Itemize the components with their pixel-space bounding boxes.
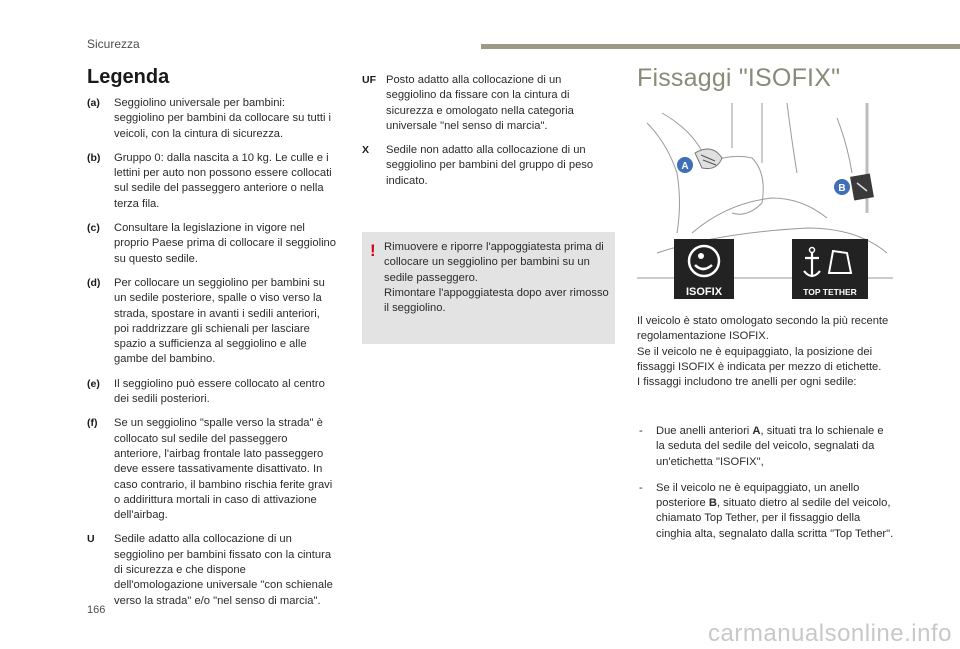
legend-item: [362, 143, 602, 189]
exclamation-icon: !: [370, 241, 376, 260]
legend-item: [87, 377, 337, 408]
legend-text: Sedile non adatto alla collocazione di un seggiolino per bambini del gruppo di peso indicato.: [386, 144, 594, 187]
legend-text: Posto adatto alla collocazione di un seggiolino da fissare con la cintura di sicurezza e omologato nella categoria universale "nel senso di marcia".: [386, 74, 574, 132]
legend-code: (b): [87, 151, 101, 164]
legend-text: Il seggiolino può essere collocato al centro dei sedili posteriori.: [114, 377, 325, 406]
legend-item: [87, 532, 337, 608]
header-accent-bar: [481, 44, 960, 49]
legend-code: U: [87, 533, 95, 546]
warning-line-2: Rimontare l'appoggiatesta dopo aver rimosso il seggiolino.: [384, 286, 609, 315]
bullet-text: Due anelli anteriori: [656, 425, 753, 437]
marker-b-label: B: [838, 183, 846, 194]
legend-item: [87, 416, 337, 523]
anchor-bullet-list: [637, 424, 895, 553]
legend-middle-column: [362, 73, 602, 198]
marker-a: [677, 157, 693, 173]
bullet-item: [637, 481, 895, 542]
isofix-description: [637, 314, 895, 390]
legend-item: [87, 276, 337, 368]
warning-text: [384, 240, 609, 316]
legend-text: Seggiolino universale per bambini: seggiolino per bambini da collocare su tutti i veicoli, con la cintura di sicurezza.: [114, 97, 332, 140]
section-label: Sicurezza: [87, 37, 140, 51]
watermark: carmanualsonline.info: [708, 620, 952, 647]
legend-code: (c): [87, 222, 100, 235]
marker-a-label: A: [681, 161, 689, 172]
legend-item: [87, 221, 337, 267]
legend-text: Gruppo 0: dalla nascita a 10 kg. Le culle e i lettini per auto non possono essere collocati sul sedile del passeggero anteriore o nella terza fila.: [114, 151, 332, 210]
marker-b: [834, 179, 850, 195]
legend-text: Sedile adatto alla collocazione di un seggiolino per bambini fissato con la cintura di sicurezza e che dispone dell'omologazione universale "con schienale verso la strada" e/o "nel senso di marcia".: [114, 533, 333, 607]
isofix-paragraph-2: Se il veicolo ne è equipaggiato, la posizione dei fissaggi ISOFIX è indicata per mezzo di etichette.: [637, 345, 882, 373]
legend-code: (a): [87, 97, 100, 109]
legend-item: [362, 73, 602, 134]
isofix-paragraph-3: I fissaggi includono tre anelli per ogni sedile:: [637, 376, 857, 389]
bullet-text: Se il veicolo ne è equipaggiato, un anello posteriore: [656, 481, 860, 510]
bullet-bold: B: [708, 497, 717, 510]
warning-box: [362, 232, 615, 344]
top-tether-anchor-b: [850, 173, 874, 200]
bullet-text: , situato dietro al sedile del veicolo, chiamato Top Tether, per il fissaggio della cinghia alta, segnalato dalla scritta "Top Tether".: [656, 497, 894, 540]
isofix-title: Fissaggi "ISOFIX": [637, 64, 841, 92]
isofix-label-text: ISOFIX: [685, 286, 723, 298]
top-tether-label-text: TOP TETHER: [803, 287, 857, 297]
legend-item: [87, 96, 337, 142]
page-number: 166: [87, 604, 106, 616]
bullet-dash: -: [639, 425, 643, 437]
legend-text: Consultare la legislazione in vigore nel proprio Paese prima di collocare il seggiolino su questo sedile.: [114, 222, 337, 265]
top-tether-label: [792, 239, 868, 299]
legend-code: UF: [362, 74, 376, 86]
legend-code: (e): [87, 377, 100, 390]
legend-item: [87, 151, 337, 212]
legend-text: Per collocare un seggiolino per bambini su un sedile posteriore, spalle o viso verso la strada, spostare in avanti i sedili anteriori, poi raddrizzare gli schienali per lasciare spazio a sufficienza al seggiolino e alle gambe del bambino.: [114, 276, 325, 366]
bullet-text: , situati tra lo schienale e la seduta del sedile del veicolo, segnalati da un'etichetta "ISOFIX",: [656, 425, 884, 468]
legend-left-column: [87, 96, 337, 618]
legend-code: (d): [87, 276, 101, 289]
warning-line-1: Rimuovere e riporre l'appoggiatesta prima di collocare un seggiolino per bambini su un sedile passeggero.: [384, 241, 604, 284]
bullet-bold: A: [752, 425, 761, 437]
legend-text: Se un seggiolino "spalle verso la strada" è collocato sul sedile del passeggero anteriore, l'airbag frontale lato passeggero deve essere tassativamente disattivato. In caso contrario, il bambino rischia ferite gravi o addirittura mortali in caso di attivazione dell'airbag.: [114, 417, 333, 522]
bullet-item: [637, 424, 895, 470]
isofix-paragraph-1: Il veicolo è stato omologato secondo la più recente regolamentazione ISOFIX.: [637, 315, 889, 343]
isofix-seat-illustration: [637, 103, 893, 307]
bullet-dash: -: [639, 481, 643, 494]
legend-title: Legenda: [87, 66, 170, 88]
isofix-label: [674, 239, 734, 299]
legend-code: (f): [87, 417, 98, 430]
legend-code: X: [362, 144, 370, 157]
